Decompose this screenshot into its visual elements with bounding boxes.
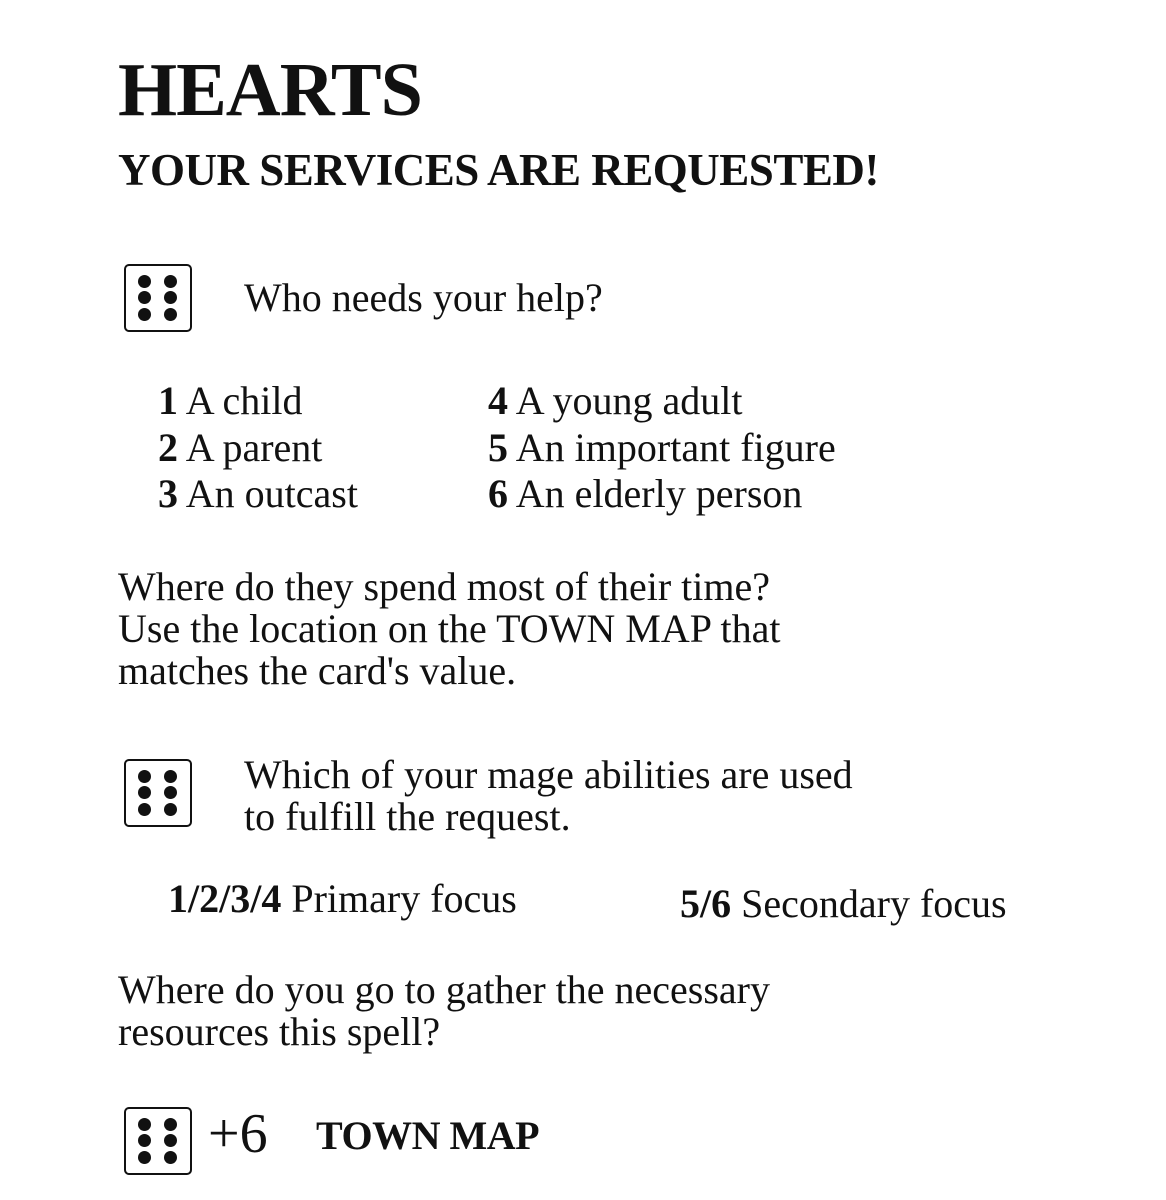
question-line: Which of your mage abilities are used <box>244 752 853 797</box>
list-item <box>680 881 1007 926</box>
option-number: 1/2/3/4 <box>168 876 282 921</box>
six-pip-die-icon <box>124 759 192 827</box>
option-label: An outcast <box>185 471 358 516</box>
list-item <box>168 876 517 921</box>
page-title: HEARTS <box>118 48 422 132</box>
list-item <box>158 471 358 516</box>
paragraph-location <box>118 566 781 692</box>
six-pip-die-icon <box>124 1107 192 1175</box>
option-label: A young adult <box>515 378 743 423</box>
town-map-label: TOWN MAP <box>316 1113 540 1158</box>
list-item <box>158 378 303 423</box>
option-number: 5 <box>488 425 508 470</box>
list-item <box>488 378 743 423</box>
paragraph-line: matches the card's value. <box>118 648 517 693</box>
question-mage-abilities <box>244 754 853 838</box>
option-label: A child <box>185 378 303 423</box>
question-who-needs-help: Who needs your help? <box>244 275 603 320</box>
paragraph-line: Where do they spend most of their time? <box>118 564 771 609</box>
list-item <box>158 425 323 470</box>
option-number: 6 <box>488 471 508 516</box>
page-subtitle: YOUR SERVICES ARE REQUESTED! <box>118 145 879 195</box>
option-number: 1 <box>158 378 178 423</box>
die-modifier: +6 <box>208 1103 268 1165</box>
option-label: Secondary focus <box>741 881 1007 926</box>
paragraph-line: resources this spell? <box>118 1009 441 1054</box>
six-pip-die-icon <box>124 264 192 332</box>
list-item <box>488 471 803 516</box>
paragraph-line: Use the location on the TOWN MAP that <box>118 606 781 651</box>
question-line: to fulfill the request. <box>244 794 571 839</box>
option-label: A parent <box>185 425 323 470</box>
option-number: 2 <box>158 425 178 470</box>
option-label: Primary focus <box>291 876 517 921</box>
option-number: 4 <box>488 378 508 423</box>
option-label: An elderly person <box>515 471 803 516</box>
list-item <box>488 425 836 470</box>
option-number: 3 <box>158 471 178 516</box>
paragraph-line: Where do you go to gather the necessary <box>118 967 770 1012</box>
option-number: 5/6 <box>680 881 732 926</box>
option-label: An important figure <box>515 425 836 470</box>
paragraph-resources <box>118 969 770 1053</box>
